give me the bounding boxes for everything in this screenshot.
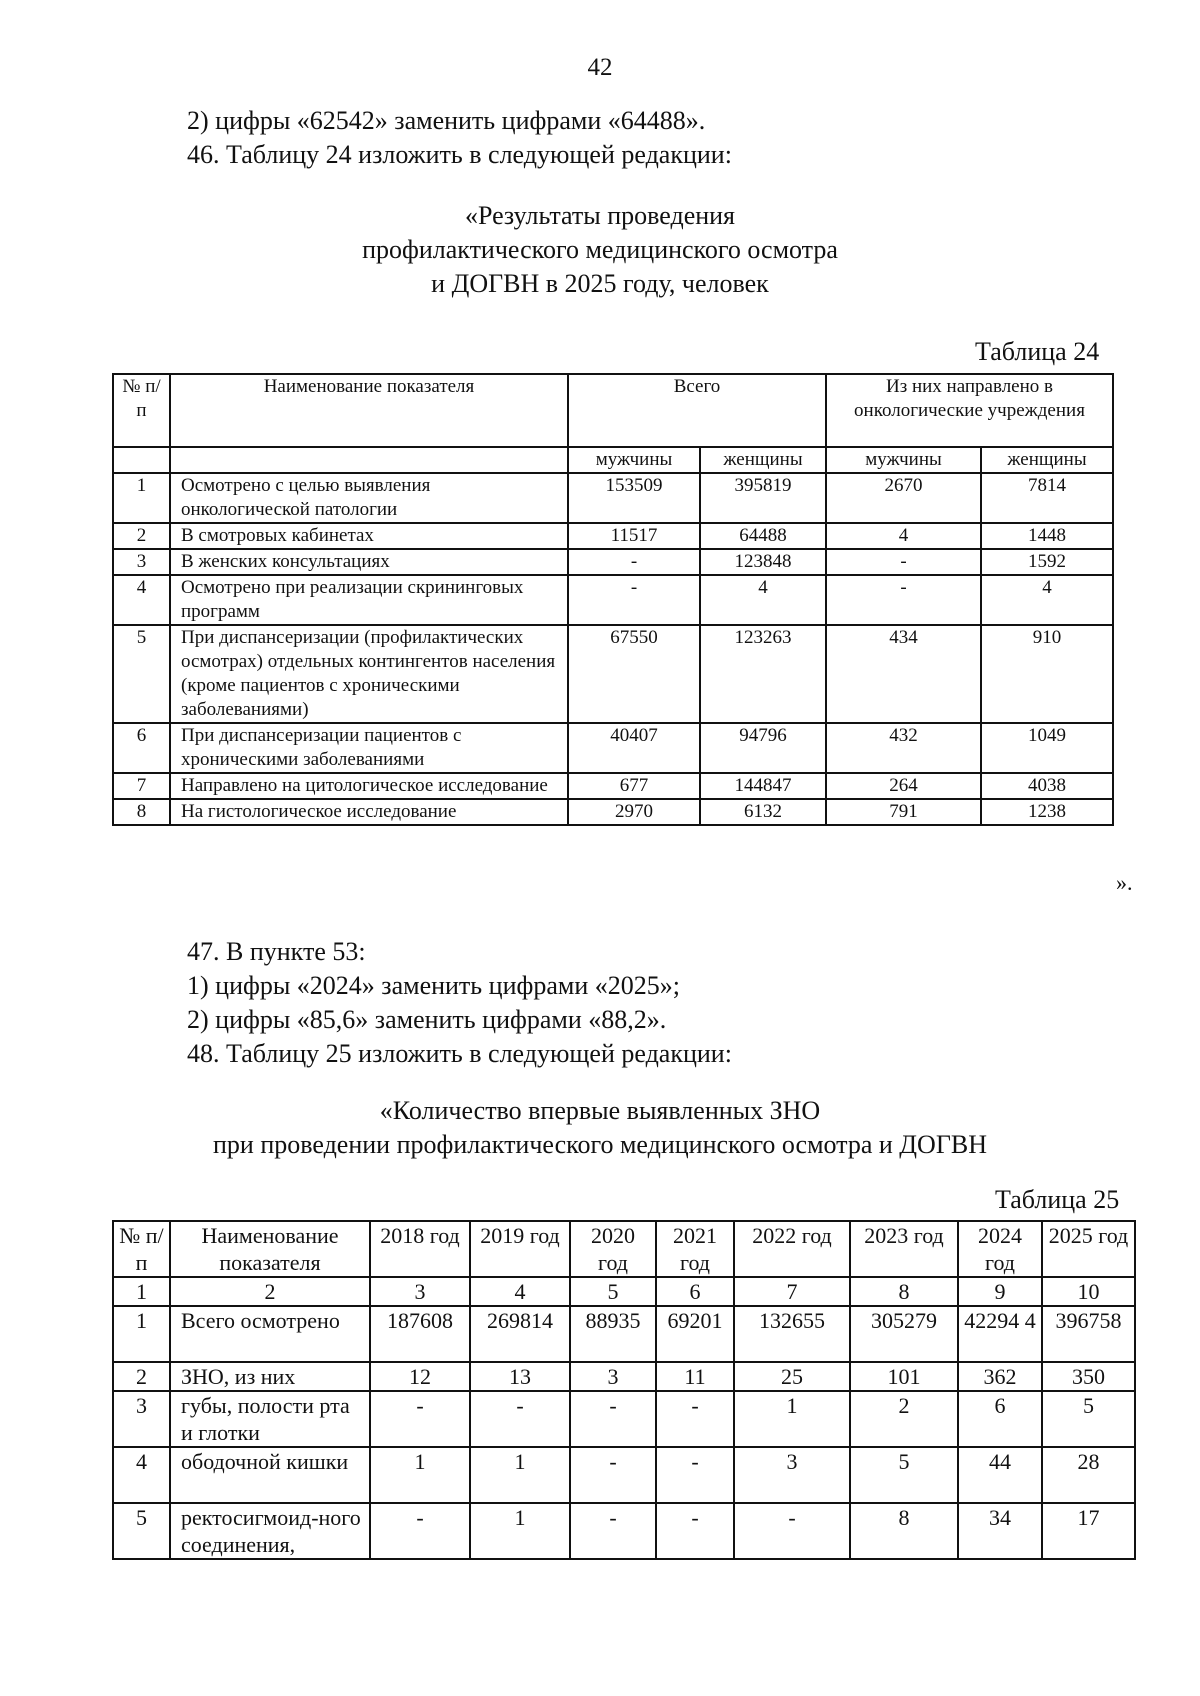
table-24 — [112, 373, 1114, 826]
cell-total-men: 67550 — [568, 625, 700, 723]
header-year: 2024 год — [958, 1221, 1042, 1277]
row-num: 2 — [113, 523, 170, 549]
cell-total-women: 395819 — [700, 473, 826, 523]
row-name: ЗНО, из них — [170, 1362, 370, 1391]
row-name: Направлено на цитологическое исследование — [170, 773, 568, 799]
cell-2020: - — [570, 1503, 656, 1559]
cell-2024: 362 — [958, 1362, 1042, 1391]
row-num: 4 — [113, 575, 170, 625]
cell-2024: 42294 4 — [958, 1306, 1042, 1362]
header-year: 2019 год — [470, 1221, 570, 1277]
row-name: Осмотрено с целью выявления онкологической патологии — [170, 473, 568, 523]
header-num: № п/п — [113, 374, 170, 447]
header-year: 2020 год — [570, 1221, 656, 1277]
column-number: 10 — [1042, 1277, 1135, 1306]
cell-onco-men: 2670 — [826, 473, 981, 523]
paragraph-item-47-2: 2) цифры «85,6» заменить цифрами «88,2». — [187, 1005, 667, 1034]
cell-onco-women: 1448 — [981, 523, 1113, 549]
cell-onco-women: 4 — [981, 575, 1113, 625]
cell-2023: 2 — [850, 1391, 958, 1447]
table24-title-line: профилактического медицинского осмотра — [362, 235, 838, 264]
cell-2019: 269814 — [470, 1306, 570, 1362]
header-num: № п/п — [113, 1221, 170, 1277]
cell-onco-women: 1238 — [981, 799, 1113, 825]
header-year: 2022 год — [734, 1221, 850, 1277]
column-number: 2 — [170, 1277, 370, 1306]
page-number: 42 — [587, 54, 613, 81]
cell-2020: 88935 — [570, 1306, 656, 1362]
cell-onco-men: 791 — [826, 799, 981, 825]
header-year: 2021 год — [656, 1221, 734, 1277]
cell-total-women: 6132 — [700, 799, 826, 825]
cell-2023: 5 — [850, 1447, 958, 1503]
column-number: 1 — [113, 1277, 170, 1306]
table-25 — [112, 1220, 1136, 1560]
closing-quote: ». — [1116, 870, 1133, 895]
cell-total-women: 123848 — [700, 549, 826, 575]
cell-2019: 1 — [470, 1447, 570, 1503]
cell-total-men: 153509 — [568, 473, 700, 523]
header-total-women: женщины — [700, 447, 826, 473]
paragraph-item-47: 47. В пункте 53: — [187, 937, 366, 966]
row-num: 3 — [113, 1391, 170, 1447]
cell-onco-women: 7814 — [981, 473, 1113, 523]
cell-onco-men: - — [826, 575, 981, 625]
row-num: 5 — [113, 625, 170, 723]
row-num: 5 — [113, 1503, 170, 1559]
row-name: В смотровых кабинетах — [170, 523, 568, 549]
cell-2021: - — [656, 1391, 734, 1447]
cell-2025: 17 — [1042, 1503, 1135, 1559]
row-name: В женских консультациях — [170, 549, 568, 575]
column-number: 6 — [656, 1277, 734, 1306]
row-name: Всего осмотрено — [170, 1306, 370, 1362]
cell-2025: 350 — [1042, 1362, 1135, 1391]
cell-2018: 12 — [370, 1362, 470, 1391]
header-year: 2025 год — [1042, 1221, 1135, 1277]
row-num: 7 — [113, 773, 170, 799]
cell-2018: 187608 — [370, 1306, 470, 1362]
cell-2018: - — [370, 1391, 470, 1447]
cell-onco-women: 1592 — [981, 549, 1113, 575]
cell-2021: - — [656, 1447, 734, 1503]
cell-2024: 44 — [958, 1447, 1042, 1503]
row-num: 1 — [113, 1306, 170, 1362]
cell-2025: 396758 — [1042, 1306, 1135, 1362]
cell-total-men: 677 — [568, 773, 700, 799]
cell-2023: 305279 — [850, 1306, 958, 1362]
cell-onco-men: 434 — [826, 625, 981, 723]
cell-2020: 3 — [570, 1362, 656, 1391]
table24-title-line: «Результаты проведения — [464, 201, 736, 230]
cell-2021: 11 — [656, 1362, 734, 1391]
cell-total-women: 64488 — [700, 523, 826, 549]
column-number: 9 — [958, 1277, 1042, 1306]
row-name: ободочной кишки — [170, 1447, 370, 1503]
cell-onco-men: 4 — [826, 523, 981, 549]
paragraph-item-47-1: 1) цифры «2024» заменить цифрами «2025»; — [187, 971, 680, 1000]
cell-total-men: 40407 — [568, 723, 700, 773]
table24-title-line: и ДОГВН в 2025 году, человек — [431, 269, 769, 298]
header-onco-women: женщины — [981, 447, 1113, 473]
cell-onco-women: 1049 — [981, 723, 1113, 773]
header-total-men: мужчины — [568, 447, 700, 473]
header-total: Всего — [568, 374, 826, 447]
row-num: 6 — [113, 723, 170, 773]
cell-2019: 1 — [470, 1503, 570, 1559]
column-number: 3 — [370, 1277, 470, 1306]
cell-total-men: - — [568, 549, 700, 575]
cell-2022: 1 — [734, 1391, 850, 1447]
row-num: 1 — [113, 473, 170, 523]
cell-2019: 13 — [470, 1362, 570, 1391]
table24-label: Таблица 24 — [975, 337, 1100, 366]
cell-2024: 34 — [958, 1503, 1042, 1559]
cell-onco-women: 910 — [981, 625, 1113, 723]
table25-label: Таблица 25 — [995, 1185, 1120, 1214]
cell-2020: - — [570, 1447, 656, 1503]
cell-2021: - — [656, 1503, 734, 1559]
cell-2023: 101 — [850, 1362, 958, 1391]
paragraph-item-2: 2) цифры «62542» заменить цифрами «64488». — [187, 106, 706, 135]
table25-title-line: при проведении профилактического медицинского осмотра и ДОГВН — [213, 1130, 987, 1159]
cell-total-men: 11517 — [568, 523, 700, 549]
cell-onco-men: 432 — [826, 723, 981, 773]
paragraph-item-48: 48. Таблицу 25 изложить в следующей редакции: — [187, 1039, 732, 1068]
cell-total-women: 4 — [700, 575, 826, 625]
cell-total-men: - — [568, 575, 700, 625]
cell-onco-men: - — [826, 549, 981, 575]
header-blank — [170, 447, 568, 473]
row-name: Осмотрено при реализации скрининговых программ — [170, 575, 568, 625]
cell-2020: - — [570, 1391, 656, 1447]
cell-2021: 69201 — [656, 1306, 734, 1362]
header-name: Наименование показателя — [170, 374, 568, 447]
cell-total-women: 144847 — [700, 773, 826, 799]
cell-2019: - — [470, 1391, 570, 1447]
row-num: 8 — [113, 799, 170, 825]
row-num: 4 — [113, 1447, 170, 1503]
cell-2025: 5 — [1042, 1391, 1135, 1447]
header-onco-men: мужчины — [826, 447, 981, 473]
row-name: На гистологическое исследование — [170, 799, 568, 825]
header-name: Наименование показателя — [170, 1221, 370, 1277]
cell-2022: - — [734, 1503, 850, 1559]
cell-2022: 3 — [734, 1447, 850, 1503]
header-year: 2023 год — [850, 1221, 958, 1277]
cell-2025: 28 — [1042, 1447, 1135, 1503]
row-name: губы, полости рта и глотки — [170, 1391, 370, 1447]
cell-2023: 8 — [850, 1503, 958, 1559]
header-year: 2018 год — [370, 1221, 470, 1277]
cell-onco-women: 4038 — [981, 773, 1113, 799]
cell-total-men: 2970 — [568, 799, 700, 825]
header-onco: Из них направлено в онкологические учреждения — [826, 374, 1113, 447]
cell-total-women: 123263 — [700, 625, 826, 723]
cell-total-women: 94796 — [700, 723, 826, 773]
row-num: 3 — [113, 549, 170, 575]
cell-2022: 132655 — [734, 1306, 850, 1362]
column-number: 8 — [850, 1277, 958, 1306]
cell-2022: 25 — [734, 1362, 850, 1391]
column-number: 5 — [570, 1277, 656, 1306]
row-name: ректосигмоид-ного соединения, — [170, 1503, 370, 1559]
column-number: 7 — [734, 1277, 850, 1306]
cell-2024: 6 — [958, 1391, 1042, 1447]
row-num: 2 — [113, 1362, 170, 1391]
row-name: При диспансеризации пациентов с хроническими заболеваниями — [170, 723, 568, 773]
column-number: 4 — [470, 1277, 570, 1306]
paragraph-item-46: 46. Таблицу 24 изложить в следующей редакции: — [187, 140, 732, 169]
cell-2018: - — [370, 1503, 470, 1559]
table25-title-line: «Количество впервые выявленных ЗНО — [379, 1096, 821, 1125]
header-blank — [113, 447, 170, 473]
cell-onco-men: 264 — [826, 773, 981, 799]
cell-2018: 1 — [370, 1447, 470, 1503]
row-name: При диспансеризации (профилактических осмотрах) отдельных контингентов населения (кроме пациентов с хроническими заболеваниями) — [170, 625, 568, 723]
